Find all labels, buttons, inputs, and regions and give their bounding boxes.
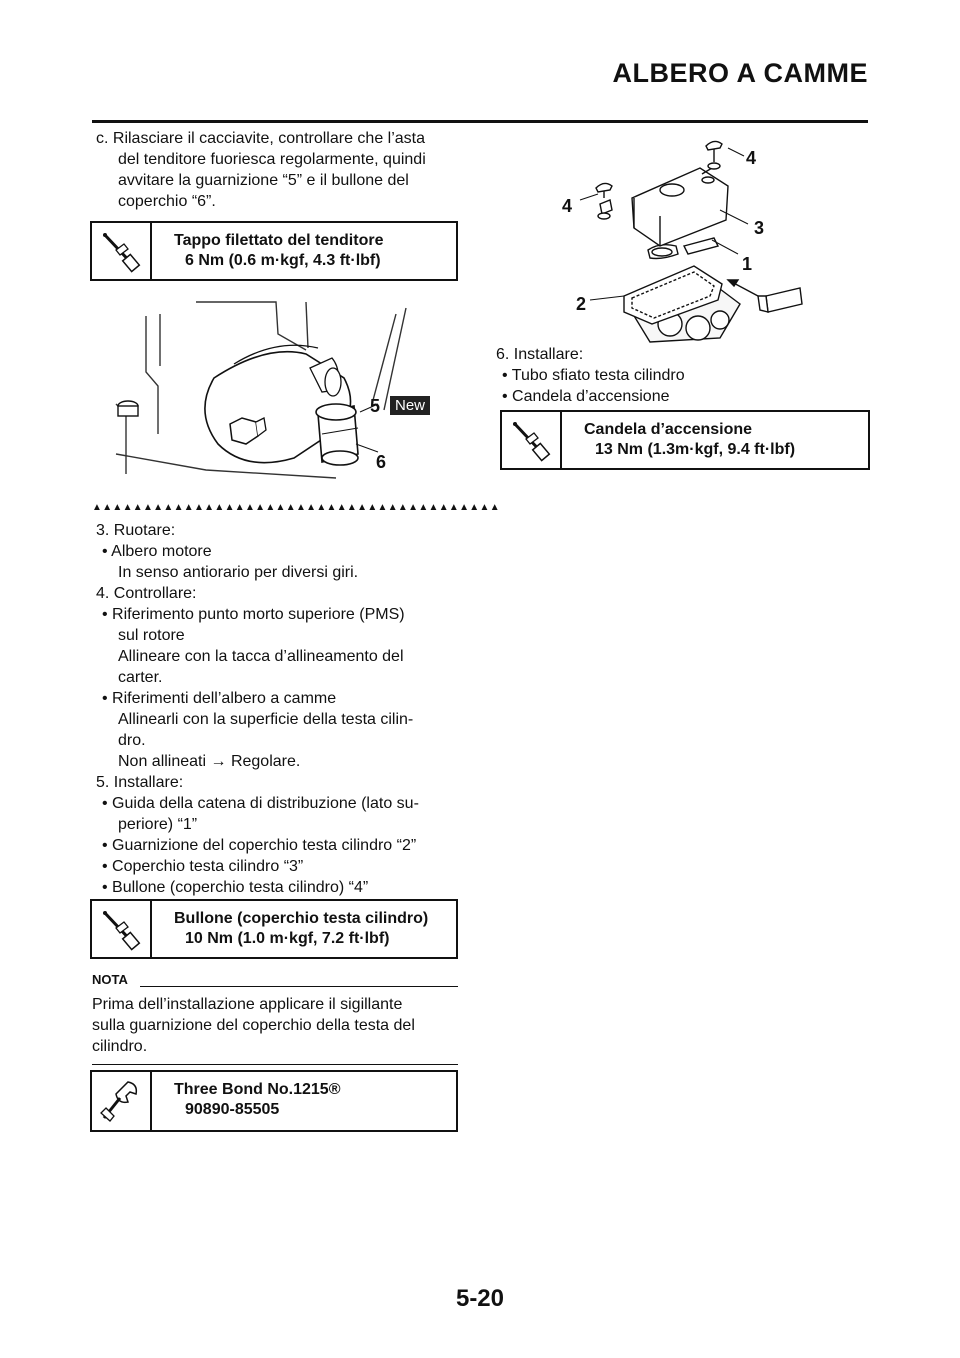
step-5-item-2: • Guarnizione del coperchio testa cilindro “2” xyxy=(102,837,417,854)
step-4-item-1-cont: sul rotore xyxy=(118,627,185,644)
spec-value: 10 Nm (1.0 m·kgf, 7.2 ft·lbf) xyxy=(185,930,390,947)
torque-wrench-icon xyxy=(92,223,152,279)
step-c-line-4: coperchio “6”. xyxy=(118,193,216,210)
note-line-3: cilindro. xyxy=(92,1038,148,1055)
page-number: 5-20 xyxy=(455,1285,505,1312)
figure-callout-4-left: 4 xyxy=(562,196,573,216)
cylinder-head-cover-illustration xyxy=(580,128,820,350)
note-label: NOTA xyxy=(92,972,128,987)
step-5-item-4: • Bullone (coperchio testa cilindro) “4” xyxy=(102,879,369,896)
step-5: 5. Installare: xyxy=(96,774,184,791)
torque-spec-box xyxy=(90,221,458,281)
figure-callout-2: 2 xyxy=(576,294,587,314)
special-tool-icon xyxy=(92,1072,152,1130)
torque-spec-box xyxy=(90,899,458,959)
torque-wrench-icon xyxy=(502,412,562,468)
step-4-item-1: • Riferimento punto morto superiore (PMS) xyxy=(102,606,405,623)
step-4-item-1-detail-cont: carter. xyxy=(118,669,163,686)
step-4-item-2-detail-cont: dro. xyxy=(118,732,146,749)
step-3-item: • Albero motore xyxy=(102,543,212,560)
step-4-item-2-action: Non allineati → Regolare. xyxy=(118,753,301,770)
step-c-line-3: avvitare la guarnizione “5” e il bullone del xyxy=(118,172,409,189)
spec-name: Three Bond No.1215® xyxy=(174,1081,341,1098)
figure-callout-5: 5 xyxy=(370,396,381,416)
step-6-item-2: • Candela d’accensione xyxy=(502,388,670,405)
spec-name: Candela d’accensione xyxy=(584,421,753,438)
tensioner-illustration xyxy=(96,294,456,490)
note-line-1: Prima dell’installazione applicare il sigillante xyxy=(92,996,403,1013)
step-5-item-1-cont: periore) “1” xyxy=(118,816,198,833)
step-3: 3. Ruotare: xyxy=(96,522,176,539)
spec-value: 13 Nm (1.3m·kgf, 9.4 ft·lbf) xyxy=(595,441,796,458)
page-header-title: ALBERO A CAMME xyxy=(612,58,868,88)
step-4-item-2: • Riferimenti dell’albero a camme xyxy=(102,690,337,707)
torque-wrench-icon xyxy=(92,901,152,957)
section-end-marker: ▲▲▲▲▲▲▲▲▲▲▲▲▲▲▲▲▲▲▲▲▲▲▲▲▲▲▲▲▲▲▲▲▲▲▲▲▲▲▲▲ xyxy=(92,502,500,513)
step-3-detail: In senso antiorario per diversi giri. xyxy=(118,564,359,581)
note-rule xyxy=(140,986,458,987)
step-c-line-2: del tenditore fuoriesca regolarmente, quindi xyxy=(118,151,426,168)
spec-name: Tappo filettato del tenditore xyxy=(174,232,384,249)
new-part-badge: New xyxy=(390,396,430,415)
figure-callout-6: 6 xyxy=(376,452,387,472)
step-4-item-2-detail: Allinearli con la superficie della testa cilin- xyxy=(118,711,414,728)
step-4: 4. Controllare: xyxy=(96,585,197,602)
torque-spec-box xyxy=(500,410,870,470)
spec-name: Bullone (coperchio testa cilindro) xyxy=(174,910,429,927)
step-6: 6. Installare: xyxy=(496,346,584,363)
step-c-line-1: c. Rilasciare il cacciavite, controllare che l’asta xyxy=(96,130,426,147)
sealant-spec-box xyxy=(90,1070,458,1132)
spec-value: 90890-85505 xyxy=(185,1101,280,1118)
note-line-2: sulla guarnizione del coperchio della testa del xyxy=(92,1017,415,1034)
figure-callout-4-top: 4 xyxy=(746,148,757,168)
figure-callout-1: 1 xyxy=(742,254,753,274)
step-6-item-1: • Tubo sfiato testa cilindro xyxy=(502,367,685,384)
header-rule xyxy=(92,120,868,123)
spec-value: 6 Nm (0.6 m·kgf, 4.3 ft·lbf) xyxy=(185,252,381,269)
note-end-rule xyxy=(92,1064,458,1065)
step-5-item-1: • Guida della catena di distribuzione (lato su- xyxy=(102,795,419,812)
step-5-item-3: • Coperchio testa cilindro “3” xyxy=(102,858,304,875)
figure-callout-3: 3 xyxy=(754,218,765,238)
step-4-item-1-detail: Allineare con la tacca d’allineamento del xyxy=(118,648,404,665)
